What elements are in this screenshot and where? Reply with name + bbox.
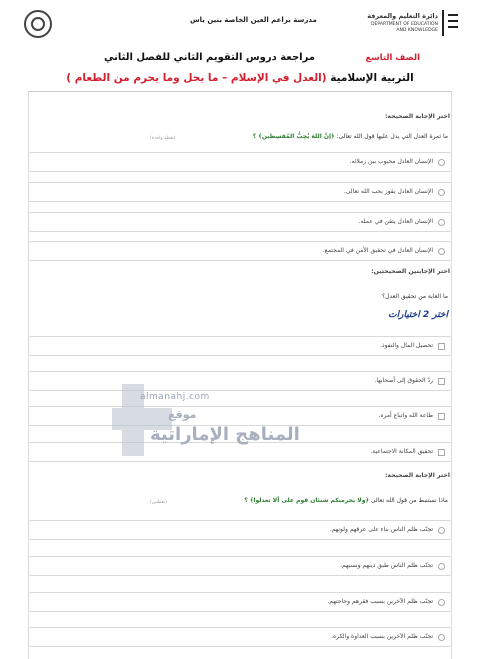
section2-option[interactable]: تحقيق المكانة الاجتماعية. [28,442,452,462]
section3-points: (نقطتين) [150,500,167,505]
watermark-text: المناهج الإماراتية [150,424,300,445]
watermark-text: موقع [168,408,197,421]
choose-two-label: اختر 2 اختيارات [388,310,448,320]
page-header [20,10,460,42]
section3-heading: اختر الإجابة الصحيحة: [384,472,450,479]
department-name-ar: دائرة التعليم والمعرفة [367,12,438,20]
title-row [60,52,420,68]
section1-question: ما ثمرة العدل التي يدل عليها قول الله تعالى: ﴿إنَّ اللهَ يُحِبُّ المُقسِطين﴾ ؟ [252,133,448,140]
department-logo-icon [442,10,460,36]
department-name-en: DEPARTMENT OF EDUCATION AND KNOWLEDGE [370,22,438,33]
section3-option[interactable]: تجنّب ظلم الناس بناء على عرقهم ولونهم. [28,520,452,540]
section2-option[interactable]: تحصيل المال والنفوذ. [28,336,452,356]
radio-button[interactable] [438,219,445,226]
radio-button[interactable] [438,189,445,196]
checkbox[interactable] [438,449,445,456]
school-logo-icon [24,10,52,38]
page-title: مراجعة دروس التقويم الثاني للفصل الثاني [104,52,315,63]
section1-option[interactable]: الإنسان العادل محبوب بين زملائه. [28,152,452,172]
section1-option[interactable]: الإنسان العادل في تحقيق الأمن في المجتمع. [28,241,452,261]
section2-option[interactable]: طاعة الله واتباع أمره. [28,406,452,426]
section3-question: ماذا نستنبط من قول الله تعالى ﴿ولا يجرمنكم شنئان قوم على ألا تعدلوا﴾ ؟ [244,497,448,504]
radio-button[interactable] [438,159,445,166]
checkbox[interactable] [438,413,445,420]
school-name: مدرسة براعم العين الخاصة بنين ياس [190,16,317,24]
section1-option[interactable]: الإنسان العادل يتقن في عمله. [28,212,452,232]
section2-heading: اختر الإجابتين الصحيحتين: [371,268,450,275]
radio-button[interactable] [438,248,445,255]
section2-option[interactable]: ردّ الحقوق إلى أصحابها. [28,371,452,391]
department-logo [350,10,460,40]
watermark-site: almanahj.com [140,392,210,402]
section1-heading: اختر الإجابة الصحيحة: [384,113,450,120]
subject-topics: (العدل في الإسلام – ما يحل وما يحرم من الطعام ) [66,72,327,84]
radio-button[interactable] [438,563,445,570]
checkbox[interactable] [438,378,445,385]
section3-option[interactable]: تجنّب ظلم الناس طبق دينهم ونسبهم. [28,556,452,576]
section1-points: (نقطة واحدة) [150,136,176,141]
section1-option[interactable]: الإنسان العادل يفوز بحب الله تعالى. [28,182,452,202]
section2-question: ما الغاية من تحقيق العدل؟ [381,293,448,300]
subject-title [0,72,480,84]
section3-option[interactable]: تجنّب ظلم الآخرين بسبب فقرهم وحاجتهم. [28,592,452,612]
subject-name: التربية الإسلامية [330,72,414,84]
checkbox[interactable] [438,343,445,350]
radio-button[interactable] [438,634,445,641]
radio-button[interactable] [438,527,445,534]
header-divider [28,91,452,92]
section3-option[interactable]: تجنّب ظلم الآخرين بسبب العداوة والكره. [28,627,452,647]
radio-button[interactable] [438,599,445,606]
grade-label: الصف التاسع [365,53,420,63]
